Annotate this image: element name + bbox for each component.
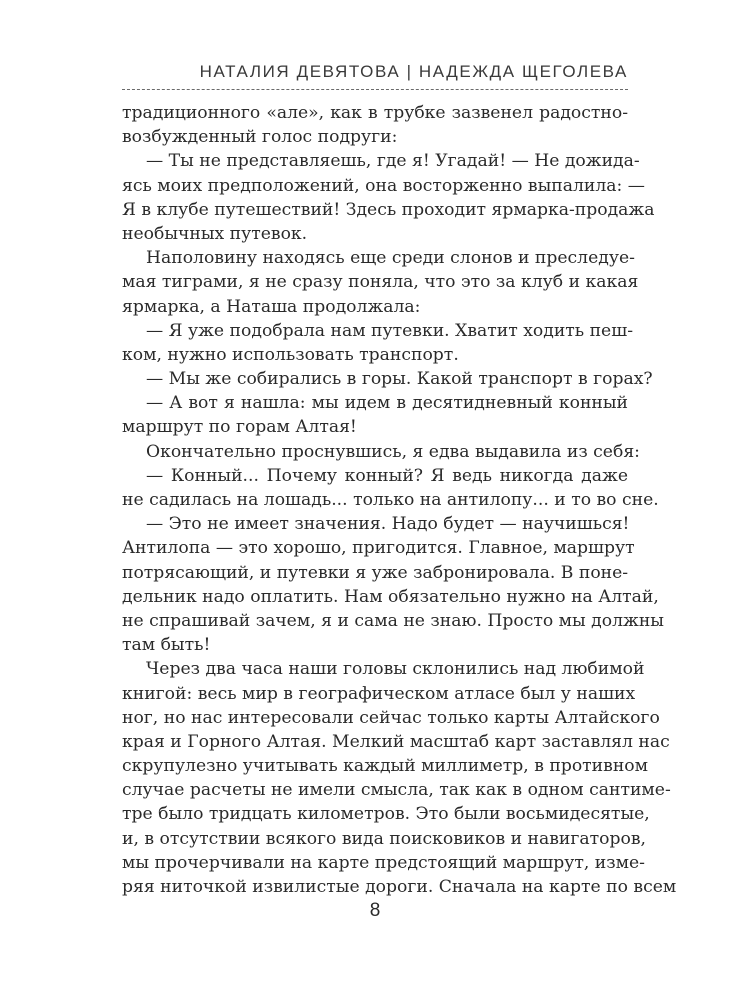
- text-line: дельник надо оплатить. Нам обязательно нужно на Алтай,: [122, 586, 659, 607]
- text-line: — Мы же собирались в горы. Какой транспорт в горах?: [146, 369, 653, 390]
- text-line: — А вот я нашла: мы идем в десятидневный конный: [146, 393, 628, 414]
- text-line: Антилопа — это хорошо, пригодится. Главное, маршрут: [122, 538, 635, 559]
- text-line: тре было тридцать километров. Это были восьмидесятые,: [122, 804, 650, 825]
- text-line: не спрашивай зачем, я и сама не знаю. Просто мы должны: [122, 610, 664, 631]
- text-line: мы прочерчивали на карте предстоящий маршрут, изме-: [122, 852, 645, 873]
- text-line: случае расчеты не имели смысла, так как в одном сантиме-: [122, 780, 671, 801]
- text-line: и, в отсутствии всякого вида поисковиков и навигаторов,: [122, 828, 646, 849]
- text-line: Окончательно проснувшись, я едва выдавила из себя:: [146, 441, 640, 462]
- text-line: — Я уже подобрала нам путевки. Хватит ходить пеш-: [146, 320, 634, 341]
- text-line: возбужденный голос подруги:: [122, 127, 398, 148]
- text-line: ясь моих предположений, она восторженно выпалила: —: [122, 175, 645, 196]
- text-line: мая тиграми, я не сразу поняла, что это за клуб и какая: [122, 272, 639, 293]
- header-dashed-rule: [122, 89, 628, 90]
- running-header: НАТАЛИЯ ДЕВЯТОВА | НАДЕЖДА ЩЕГОЛЕВА: [199, 62, 628, 81]
- text-line: необычных путевок.: [122, 223, 308, 244]
- text-line: ярмарка, а Наташа продолжала:: [122, 296, 421, 317]
- text-line: там быть!: [122, 635, 211, 656]
- text-line: Через два часа наши головы склонились над любимой: [146, 659, 645, 680]
- page-number: 8: [369, 900, 381, 921]
- text-line: маршрут по горам Алтая!: [122, 417, 357, 438]
- text-line: Наполовину находясь еще среди слонов и преследуе-: [146, 248, 635, 269]
- body-text: [122, 101, 677, 899]
- text-line: не садилась на лошадь... только на антилопу... и то во сне.: [122, 490, 659, 510]
- text-line: — Конный... Почему конный? Я ведь никогда даже: [146, 465, 628, 486]
- text-line: скрупулезно учитывать каждый миллиметр, в противном: [122, 756, 648, 777]
- text-line: Я в клубе путешествий! Здесь проходит ярмарка-продажа: [122, 199, 655, 220]
- text-line: потрясающий, и путевки я уже забронировала. В поне-: [122, 562, 629, 583]
- text-line: — Ты не представляешь, где я! Угадай! — Не дожида-: [146, 151, 640, 172]
- text-line: ряя ниточкой извилистые дороги. Сначала на карте по всем: [122, 877, 677, 897]
- text-line: края и Горного Алтая. Мелкий масштаб карт заставлял нас: [122, 731, 670, 752]
- text-line: традиционного «але», как в трубке зазвенел радостно-: [122, 103, 628, 123]
- text-line: — Это не имеет значения. Надо будет — научишься!: [146, 514, 630, 535]
- text-line: ног, но нас интересовали сейчас только карты Алтайского: [122, 707, 660, 728]
- text-line: книгой: весь мир в географическом атласе был у наших: [122, 683, 636, 704]
- text-line: ком, нужно использовать транспорт.: [122, 344, 459, 365]
